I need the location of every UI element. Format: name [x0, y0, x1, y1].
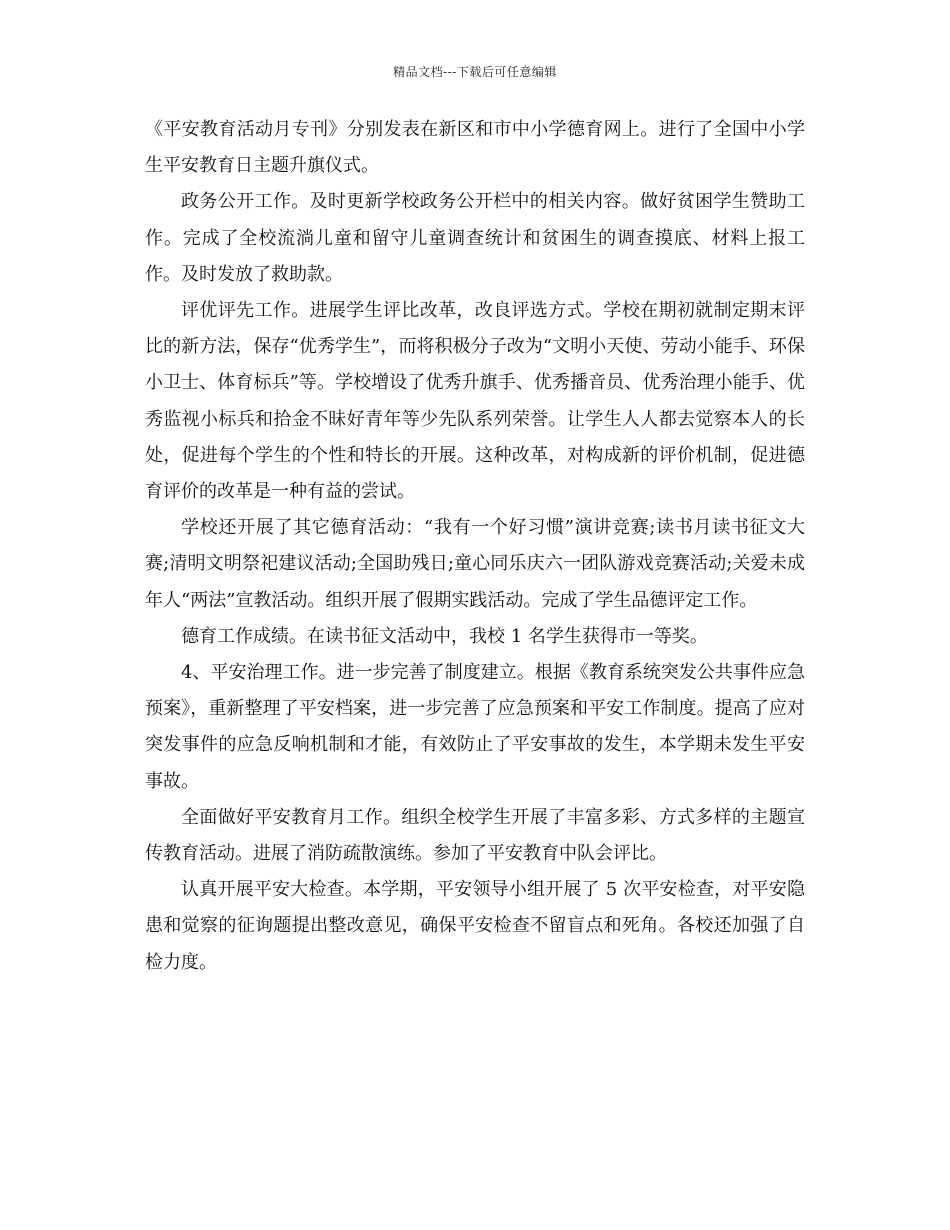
paragraph-government-affairs: 政务公开工作。及时更新学校政务公开栏中的相关内容。做好贫困学生赞助工作。完成了全校流淌儿童和留守儿童调查统计和贫困生的调查摸底、材料上报工作。及时发放了救助款。 [145, 191, 805, 285]
paragraph-moral-activities: 学校还开展了其它德育活动：“我有一个好习惯”演讲竞赛;读书月读书征文大赛;清明文明祭祀建议活动;全国助残日;童心同乐庆六一团队游戏竞赛活动;关爱未成年人“两法”宣教活动。组织开展了假期实践活动。完成了学生品德评定工作。 [145, 517, 805, 611]
document-body [145, 112, 805, 981]
paragraph-safety-month: 全面做好平安教育月工作。组织全校学生开展了丰富多彩、方式多样的主题宣传教育活动。进展了消防疏散演练。参加了平安教育中队会评比。 [145, 806, 805, 865]
page-header: 精品文档---下载后可任意编辑 [393, 65, 557, 79]
paragraph-safety-management: 4、平安治理工作。进一步完善了制度建立。根据《教育系统突发公共事件应急预案》，重新整理了平安档案，进一步完善了应急预案和平安工作制度。提高了应对突发事件的应急反响机制和才能，有效防止了平安事故的发生，本学期未发生平安事故。 [145, 662, 805, 792]
paragraph-evaluation: 评优评先工作。进展学生评比改革，改良评选方式。学校在期初就制定期末评比的新方法，保存“优秀学生”，而将积极分子改为“文明小天使、劳动小能手、环保小卫士、体育标兵”等。学校增设了优秀升旗手、优秀播音员、优秀治理小能手、优秀监视小标兵和拾金不昧好青年等少先队系列荣誉。让学生人人都去觉察本人的长处，促进每个学生的个性和特长的开展。这种改革，对构成新的评价机制，促进德育评价的改革是一种有益的尝试。 [145, 300, 805, 503]
paragraph-safety-inspection: 认真开展平安大检查。本学期，平安领导小组开展了 5 次平安检查，对平安隐患和觉察的征询题提出整改意见，确保平安检查不留盲点和死角。各校还加强了自检力度。 [145, 879, 805, 973]
paragraph-moral-achievements: 德育工作成绩。在读书征文活动中，我校 1 名学生获得市一等奖。 [181, 625, 708, 647]
paragraph-continuation: 《平安教育活动月专刊》分别发表在新区和市中小学德育网上。进行了全国中小学生平安教育日主题升旗仪式。 [145, 119, 805, 177]
